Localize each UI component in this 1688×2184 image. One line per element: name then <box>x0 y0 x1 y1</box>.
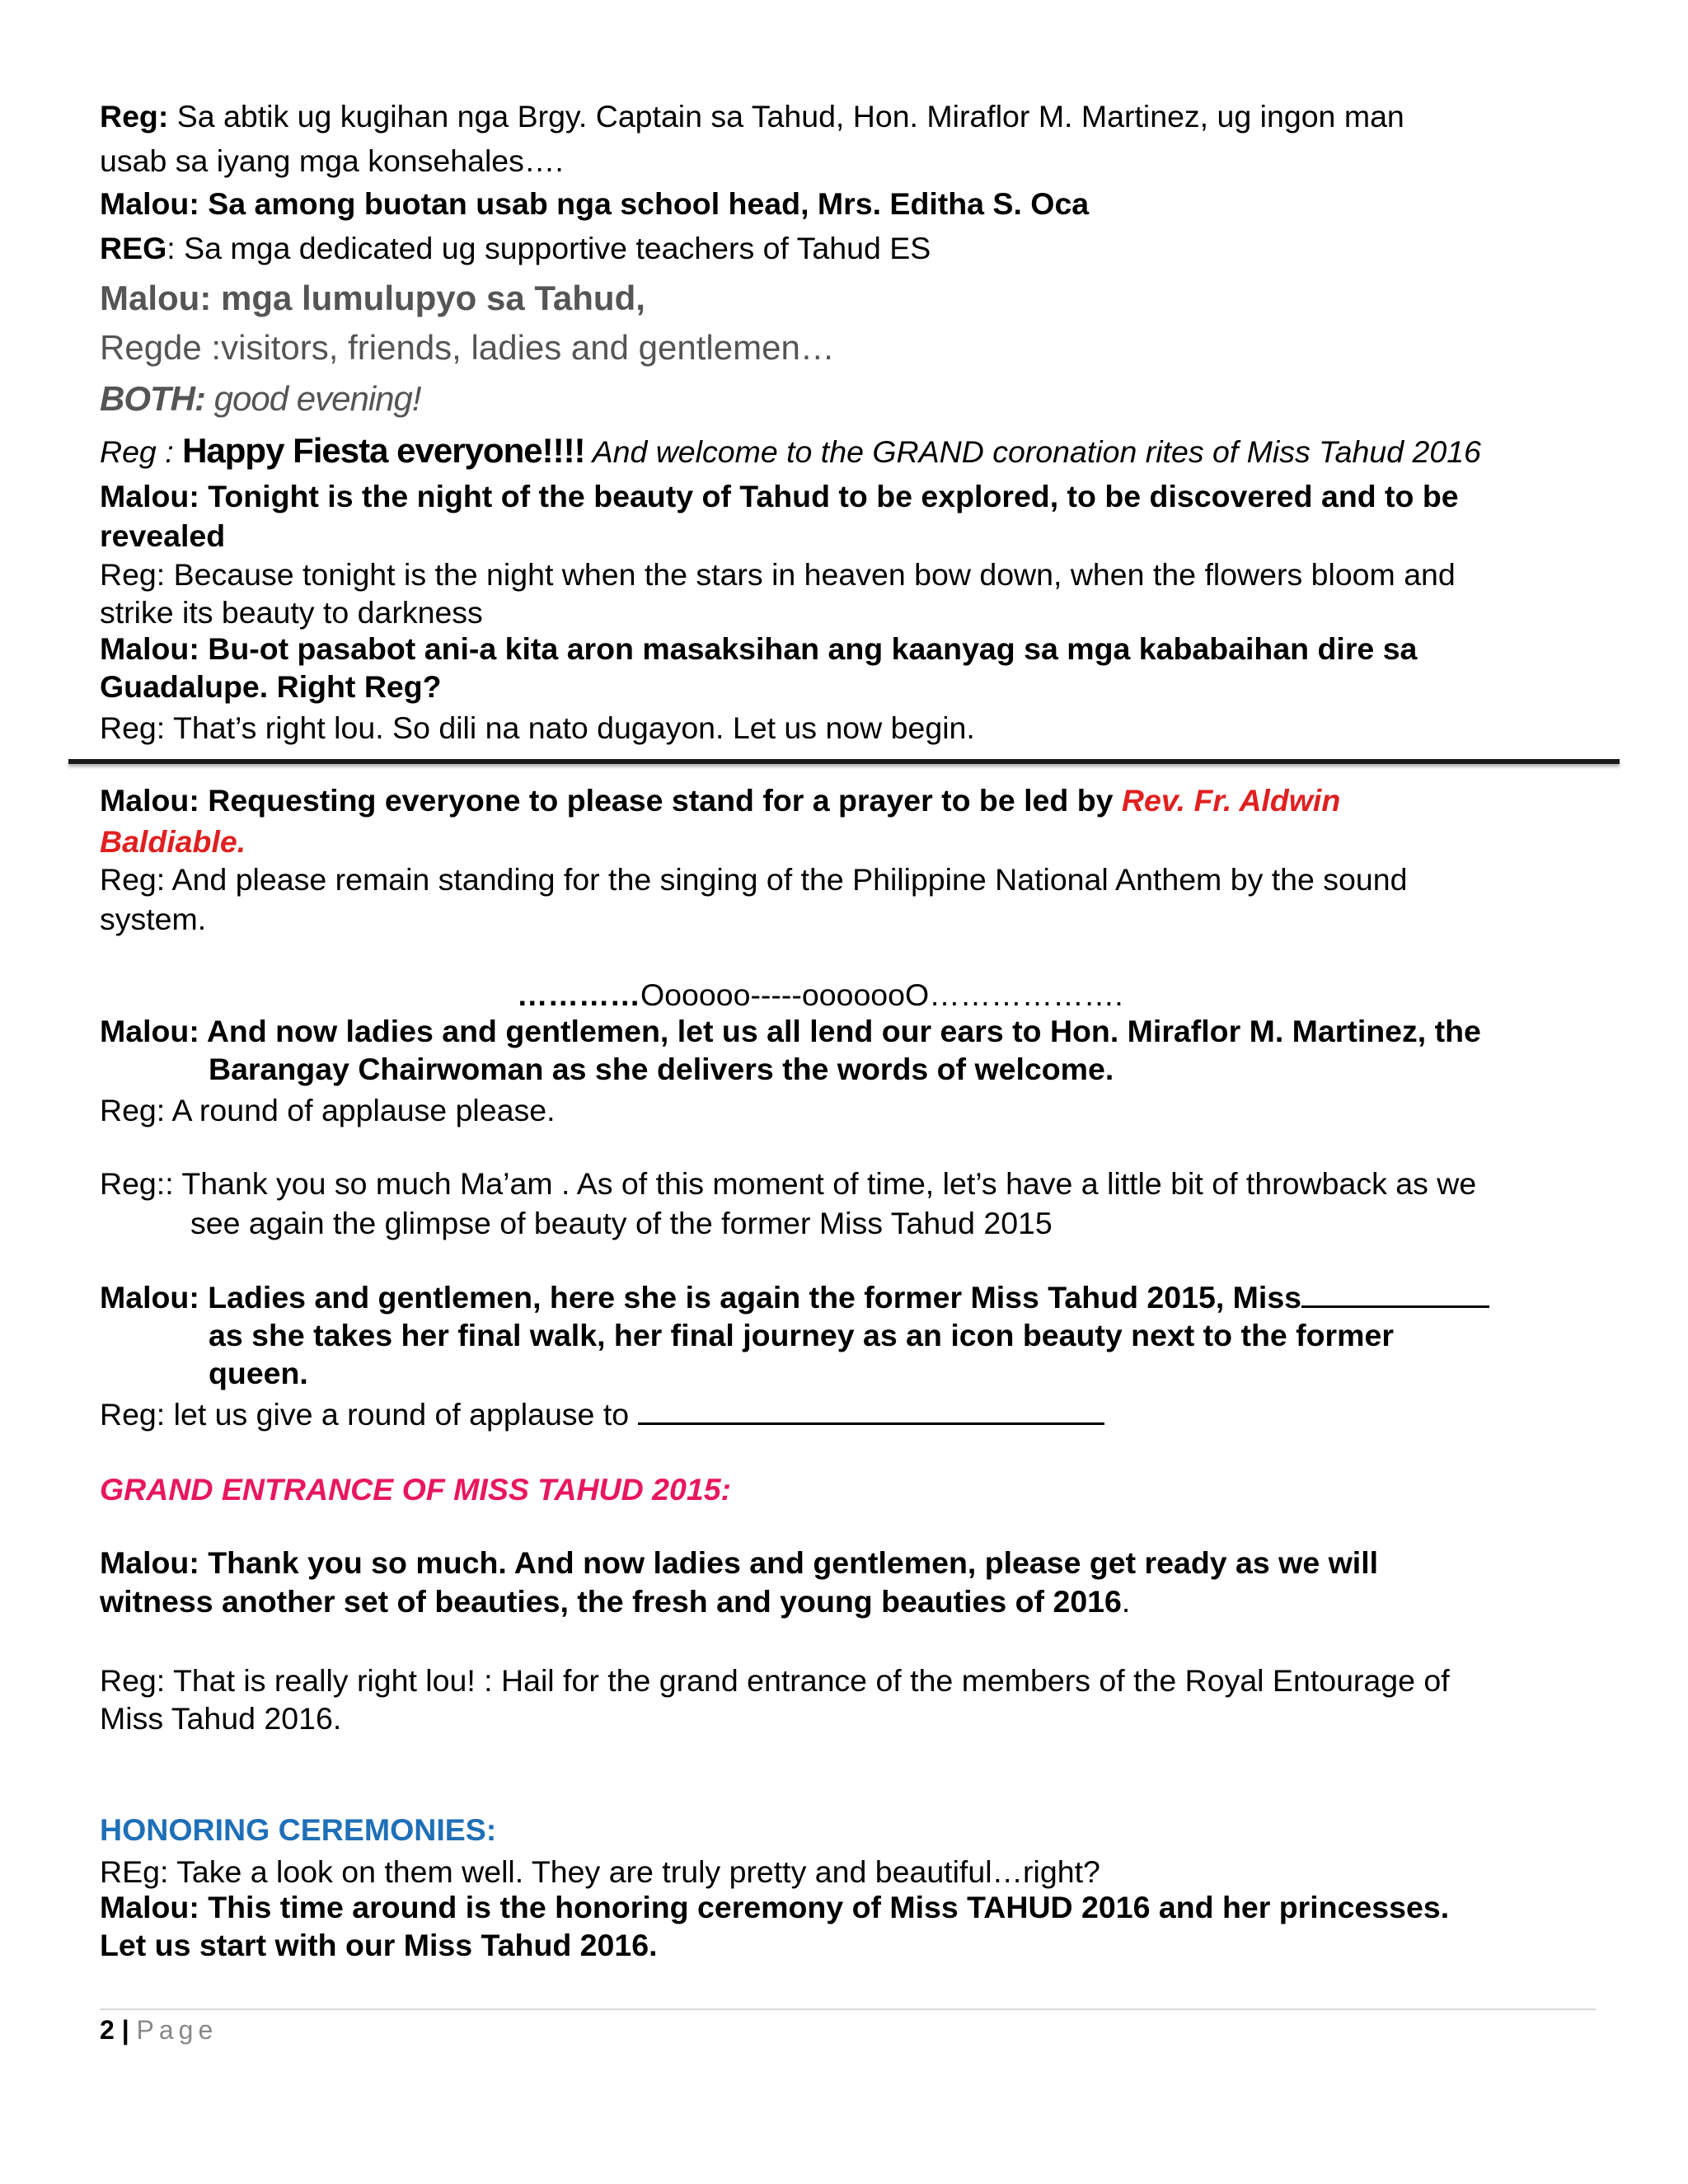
line-malou-honoring-cont: Let us start with our Miss Tahud 2016. <box>100 1928 658 1962</box>
line-reg-throwback-cont: see again the glimpse of beauty of the former Miss Tahud 2015 <box>190 1206 1053 1240</box>
page-number: 2 <box>100 2015 115 2045</box>
line-regde-visitors: Regde :visitors, friends, ladies and gentlemen… <box>100 328 835 367</box>
speaker-reg: REG <box>100 231 167 265</box>
line-reg-take-a-look: REg: Take a look on them well. They are truly pretty and beautiful…right? <box>100 1854 1100 1889</box>
line-malou-prayer <box>100 781 1583 819</box>
name-blank <box>638 1398 1104 1425</box>
line-reg-because: Reg: Because tonight is the night when the stars in heaven bow down, when the flowers bloom and <box>100 557 1456 592</box>
line-reg-1-cont: usab sa iyang mga konsehales…. <box>100 143 564 178</box>
priest-name: Rev. Fr. Aldwin <box>1121 783 1341 818</box>
line-text: Malou: Requesting everyone to please stand for a prayer to be led by <box>100 783 1122 818</box>
line-text-end: . <box>1121 1584 1131 1619</box>
line-reg-entourage: Reg: That is really right lou! : Hail for the grand entrance of the members of the Royal Entourage of <box>100 1663 1450 1698</box>
line-malou-former-queen-end: queen. <box>209 1356 308 1390</box>
ornamental-divider <box>517 976 1688 1014</box>
heading-honoring-ceremonies: HONORING CEREMONIES: <box>100 1812 497 1847</box>
speaker-reg: Reg : <box>100 434 183 469</box>
line-malou-tonight: Malou: Tonight is the night of the beauty of Tahud to be explored, to be discovered and to be <box>100 479 1459 513</box>
page-footer <box>100 2013 218 2046</box>
line-reg-applause: Reg: A round of applause please. <box>100 1093 556 1127</box>
line-reg-1 <box>100 97 1583 135</box>
line-malou-honoring: Malou: This time around is the honoring ceremony of Miss TAHUD 2016 and her princesses. <box>100 1890 1450 1924</box>
section-divider-rule <box>68 759 1620 764</box>
line-malou-school-head: Malou: Sa among buotan usab nga school head, Mrs. Editha S. Oca <box>100 186 1090 221</box>
line-reg-anthem-cont: system. <box>100 902 207 936</box>
line-malou-buot-cont: Guadalupe. Right Reg? <box>100 669 442 704</box>
line-malou-tonight-cont: revealed <box>100 518 226 553</box>
line-text: And welcome to the GRAND coronation rites of Miss Tahud 2016 <box>584 434 1481 469</box>
line-reg-begin: Reg: That’s right lou. So dili na nato dugayon. Let us now begin. <box>100 710 975 745</box>
line-reg-entourage-cont: Miss Tahud 2016. <box>100 1701 342 1736</box>
line-text: Reg: let us give a round of applause to <box>100 1397 638 1432</box>
line-text: Sa abtik ug kugihan nga Brgy. Captain sa Tahud, Hon. Miraflor M. Martinez, ug ingon man <box>168 99 1404 134</box>
line-malou-new-beauties: Malou: Thank you so much. And now ladies and gentlemen, please get ready as we will <box>100 1545 1379 1580</box>
happy-fiesta-text: Happy Fiesta everyone!!!! <box>182 431 585 470</box>
heading-grand-entrance: GRAND ENTRANCE OF MISS TAHUD 2015: <box>100 1472 732 1507</box>
line-malou-former-queen <box>100 1278 1583 1316</box>
line-reg-teachers <box>100 229 1583 267</box>
line-reg-happy-fiesta <box>100 432 1583 471</box>
page-label: Page <box>136 2015 218 2045</box>
divider-dots: ………… <box>517 977 640 1012</box>
line-malou-new-beauties-cont <box>100 1582 1583 1620</box>
line-reg-because-cont: strike its beauty to darkness <box>100 595 483 630</box>
line-reg-throwback: Reg:: Thank you so much Ma’am . As of this moment of time, let’s have a little bit of throwback as we <box>100 1166 1477 1201</box>
line-both-greeting <box>100 377 1583 420</box>
line-text: good evening! <box>204 379 421 418</box>
line-malou-welcome-cont: Barangay Chairwoman as she delivers the words of welcome. <box>209 1052 1114 1086</box>
line-text: : Sa mga dedicated ug supportive teachers of Tahud ES <box>166 231 931 265</box>
line-malou-buot: Malou: Bu-ot pasabot ani-a kita aron masaksihan ang kaanyag sa mga kababaihan dire sa <box>100 631 1418 666</box>
line-malou-welcome: Malou: And now ladies and gentlemen, let us all lend our ears to Hon. Miraflor M. Martinez, the <box>100 1014 1481 1048</box>
speaker-both: BOTH: <box>100 379 205 418</box>
line-reg-anthem: Reg: And please remain standing for the singing of the Philippine National Anthem by the sound <box>100 862 1408 897</box>
footer-separator: | <box>114 2015 137 2045</box>
footer-rule <box>100 2008 1596 2010</box>
line-malou-residents: Malou: mga lumulupyo sa Tahud, <box>100 279 645 317</box>
priest-name-cont: Baldiable. <box>100 824 246 859</box>
line-malou-former-queen-cont: as she takes her final walk, her final journey as an icon beauty next to the former <box>209 1318 1394 1352</box>
name-blank <box>1301 1281 1489 1308</box>
divider-text: Oooooo-----ooooooO………………. <box>640 977 1123 1012</box>
line-reg-round-applause <box>100 1395 1583 1433</box>
speaker-reg: Reg: <box>100 99 169 134</box>
line-text: witness another set of beauties, the fresh and young beauties of 2016 <box>100 1584 1122 1619</box>
line-text: Malou: Ladies and gentlemen, here she is again the former Miss Tahud 2015, Miss <box>100 1280 1302 1315</box>
